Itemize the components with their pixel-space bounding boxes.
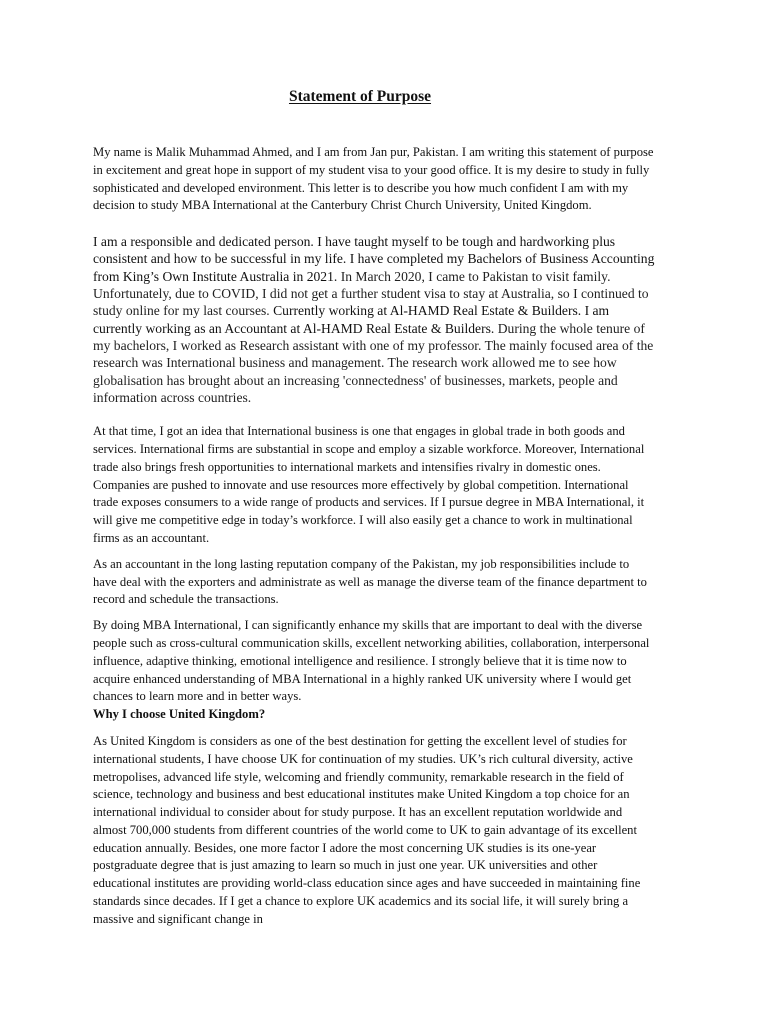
document-body: [93, 144, 655, 929]
background-education-text: I am a responsible and dedicated person. I have taught myself to be tough and hardworking plus consistent and how to be successful in my life. I have completed my Bachelors of Business Accounting from King’s Own Institute Australia in 2021.: [93, 234, 655, 284]
paragraph-skills: By doing MBA International, I can significantly enhance my skills that are important to deal with the diverse people such as cross-cultural communication skills, excellent networking abilities, collaboration, interpersonal influence, adaptive thinking, emotional intelligence and resilience. I strongly believe that it is time now to acquire enhanced understanding of MBA International in a highly ranked UK university where I would get chances to learn more and in better ways.: [93, 618, 650, 704]
paragraph-why-uk: As United Kingdom is considers as one of the best destination for getting the excellent level of studies for international students, I have choose UK for continuation of my studies. UK’s rich cultural diversity, active metropolises, advanced life style, welcoming and friendly community, remarkable research in the field of science, technology and business and best educational institutes make United Kingdom a top choice for an international individual to consider about for study purpose. It has an excellent reputation worldwide and almost 700,000 students from different countries of the world come to UK to gain advantage of its excellent education annually. Besides, one more factor I adore the most concerning UK studies is its one-year postgraduate degree that is just amazing to learn so much in just one year. UK universities and other educational institutes are providing world-class education since ages and have succeeded in maintaining fine standards since decades. If I get a chance to explore UK academics and its social life, it will surely bring a massive and significant change in: [93, 733, 641, 926]
background-work-text: Currently working at Al-HAMD Real Estate & Builders. I am currently working as an Accountant at Al-HAMD Real Estate & Builders.: [93, 303, 610, 336]
paragraph-background: [93, 233, 655, 406]
paragraph-international-business: At that time, I got an idea that International business is one that engages in global trade in both goods and services. International firms are substantial in scope and employ a sizable workforce. Moreover, International trade also brings fresh opportunities to international markets and intensifies rivalry in domestic ones. Companies are pushed to innovate and use resources more effectively by global competition. International trade exposes consumers to a wide range of products and services. If I pursue degree in MBA International, it will give me competitive edge in today’s workforce. I will also easily get a chance to work in multinational firms as an accountant.: [93, 424, 645, 545]
document-title: Statement of Purpose: [288, 88, 432, 105]
paragraph-introduction: My name is Malik Muhammad Ahmed, and I am from Jan pur, Pakistan. I am writing this statement of purpose in excitement and great hope in support of my student visa to your good office. It is my desire to study in fully sophisticated and developed environment. This letter is to describe you how much confident I am with my decision to study MBA International at the Canterbury Christ Church University, United Kingdom.: [93, 145, 654, 213]
heading-why-uk: Why I choose United Kingdom?: [93, 707, 266, 722]
paragraph-accountant-role: As an accountant in the long lasting reputation company of the Pakistan, my job responsibilities include to have deal with the exporters and administrate as well as manage the diverse team of the finance department to record and schedule the transactions.: [93, 556, 647, 607]
background-research-text: During the whole tenure of my bachelors, I worked as Research assistant with one of my professor. The mainly focused area of the research was International business and management. The research work allowed me to see how globalisation has brought about an increasing 'connectedness' of businesses, markets, people and information across countries.: [93, 320, 654, 405]
background-covid-text: In March 2020, I came to Pakistan to visit family. Unfortunately, due to COVID, I did not get a further student visa to stay at Australia, so I continued to study online for my last courses.: [93, 268, 649, 319]
